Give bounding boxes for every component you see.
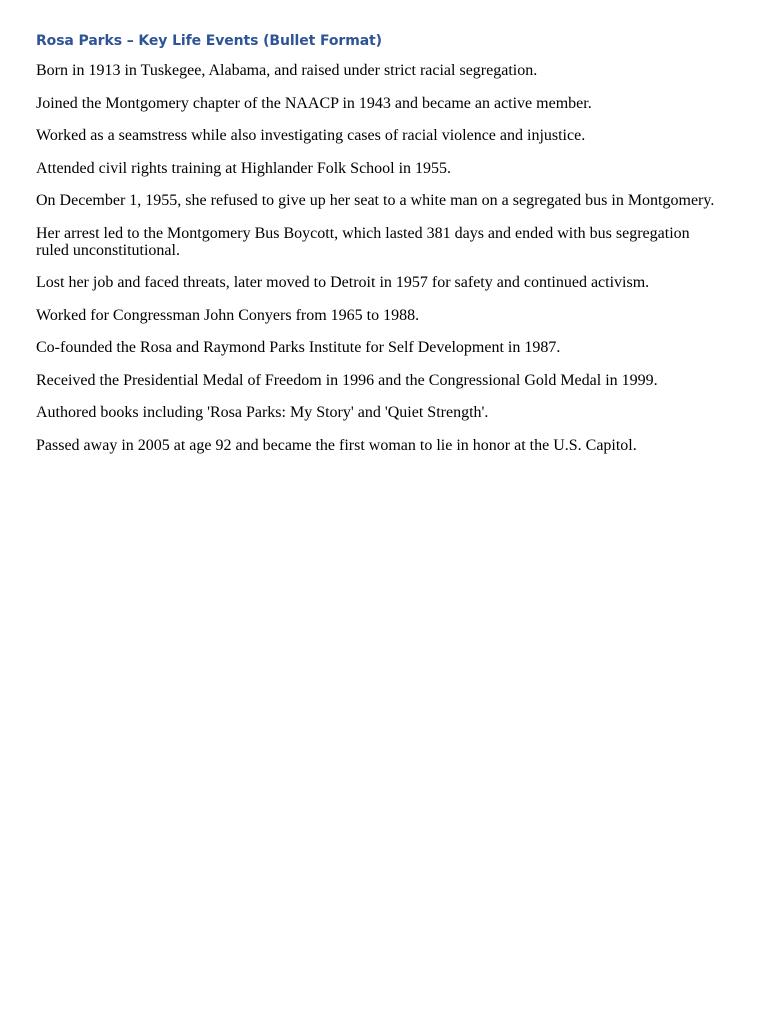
event-item: Co-founded the Rosa and Raymond Parks Institute for Self Development in 1987. xyxy=(36,339,561,356)
event-item: Passed away in 2005 at age 92 and became the first woman to lie in honor at the U.S. Capitol. xyxy=(36,436,637,454)
event-item: Received the Presidential Medal of Freedom in 1996 and the Congressional Gold Medal in 1999. xyxy=(36,371,658,389)
event-item: Worked as a seamstress while also investigating cases of racial violence and injustice. xyxy=(36,127,586,144)
life-events-list xyxy=(36,62,732,454)
event-item: Born in 1913 in Tuskegee, Alabama, and raised under strict racial segregation. xyxy=(36,62,538,79)
event-item: Authored books including 'Rosa Parks: My Story' and 'Quiet Strength'. xyxy=(36,404,489,421)
document-title: Rosa Parks – Key Life Events (Bullet Format) xyxy=(36,33,382,49)
event-item: Worked for Congressman John Conyers from 1965 to 1988. xyxy=(36,306,420,324)
event-item: Her arrest led to the Montgomery Bus Boycott, which lasted 381 days and ended with bus segregation ruled unconstitutional. xyxy=(36,224,690,259)
event-item: On December 1, 1955, she refused to give up her seat to a white man on a segregated bus in Montgomery. xyxy=(36,192,715,209)
event-item: Lost her job and faced threats, later moved to Detroit in 1957 for safety and continued activism. xyxy=(36,274,650,291)
event-item: Joined the Montgomery chapter of the NAACP in 1943 and became an active member. xyxy=(36,94,592,112)
event-item: Attended civil rights training at Highlander Folk School in 1955. xyxy=(36,159,452,177)
